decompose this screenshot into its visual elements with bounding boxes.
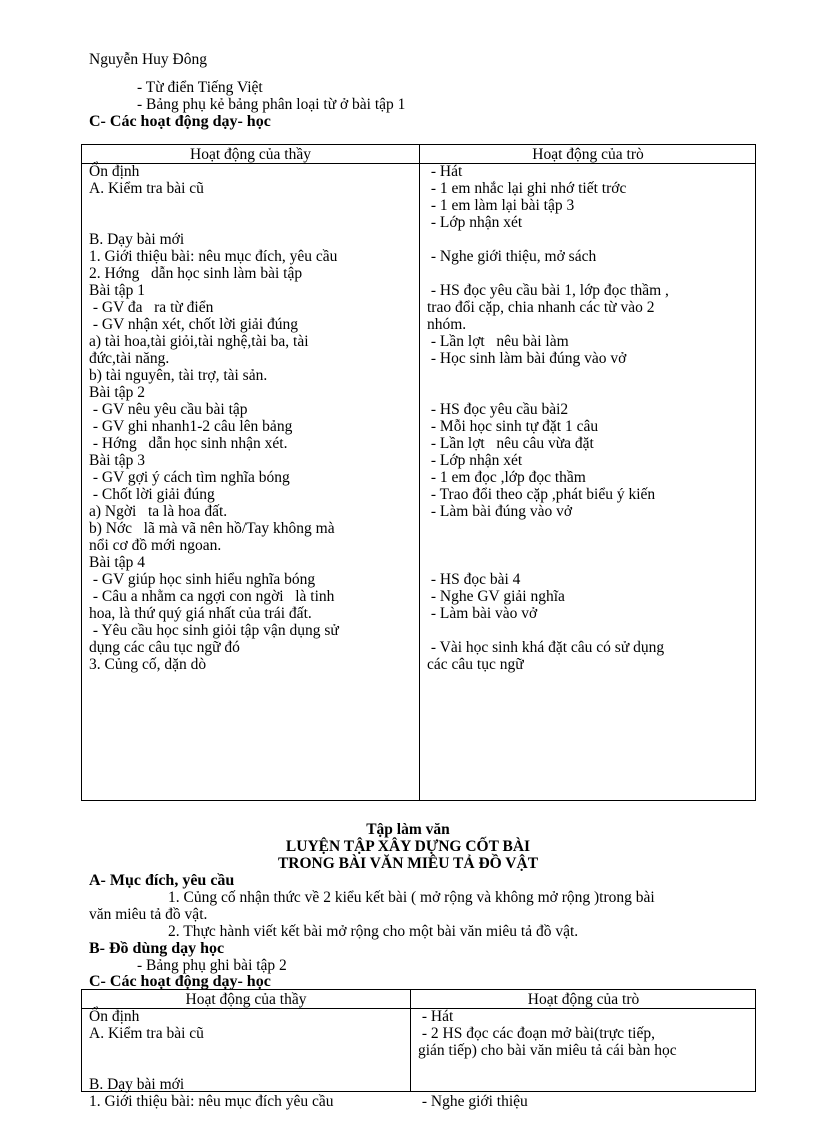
author-name: Nguyễn Huy Đông bbox=[89, 51, 207, 68]
teacher-activity-line bbox=[89, 197, 415, 214]
lesson-title-line2: TRONG BÀI VĂN MIÊU TẢ ĐỒ VẬT bbox=[277, 855, 539, 872]
teacher-activity-line: 1. Giới thiệu bài: nêu mục đích, yêu cầu bbox=[89, 248, 338, 265]
student-activity-line bbox=[427, 265, 753, 282]
teacher-activity-line: dụng các câu tục ngữ đó bbox=[89, 639, 240, 656]
student-activity-line: - 1 em đọc ,lớp đọc thầm bbox=[427, 469, 586, 486]
lesson-subject: Tập làm văn bbox=[366, 821, 450, 838]
teacher-activity-line: - GV nêu yêu cầu bài tập bbox=[89, 401, 248, 418]
teacher-activity-line: 1. Giới thiệu bài: nêu mục đích yêu cầu bbox=[89, 1093, 334, 1110]
student-activity-line bbox=[427, 622, 753, 639]
student-activity-line: - Nghe giới thiệu bbox=[418, 1093, 528, 1110]
student-activity-line: - 1 em làm lại bài tập 3 bbox=[427, 197, 575, 214]
student-activity-line: các câu tục ngữ bbox=[427, 656, 524, 673]
teacher-activity-line: Bài tập 3 bbox=[89, 452, 145, 469]
student-activity-line bbox=[427, 520, 753, 537]
material-item: - Bảng phụ ghi bài tập 2 bbox=[137, 957, 287, 974]
teacher-activity-line: - GV giúp học sinh hiểu nghĩa bóng bbox=[89, 571, 316, 588]
teacher-activity-line: - GV gợi ý cách tìm nghĩa bóng bbox=[89, 469, 290, 486]
teacher-activity-line: Bài tập 2 bbox=[89, 384, 145, 401]
teacher-activity-line: Ổn định bbox=[89, 163, 140, 180]
student-activity-line: - 1 em nhắc lại ghi nhớ tiết trớc bbox=[427, 180, 627, 197]
student-activity-line: - Nghe GV giải nghĩa bbox=[427, 588, 565, 605]
teacher-activity-line: Ổn định bbox=[89, 1008, 140, 1025]
student-activity-line bbox=[418, 1076, 754, 1093]
student-activity-line: - Trao đổi theo cặp ,phát biểu ý kiến bbox=[427, 486, 656, 503]
activities-table-2 bbox=[81, 989, 756, 1110]
student-activities bbox=[427, 163, 753, 673]
teacher-activity-line: a) Ngời ta là hoa đất. bbox=[89, 503, 228, 520]
student-activity-line: - Hát bbox=[418, 1008, 454, 1025]
student-activity-line: - Lớp nhận xét bbox=[427, 452, 523, 469]
student-activity-line: nhóm. bbox=[427, 316, 467, 333]
student-activity-line: - HS đọc yêu cầu bài2 bbox=[427, 401, 569, 418]
student-activity-line: - Mỗi học sinh tự đặt 1 câu bbox=[427, 418, 599, 435]
section-c-title: C- Các hoạt động dạy- học bbox=[89, 113, 271, 130]
student-activity-line bbox=[427, 367, 753, 384]
student-activity-line bbox=[418, 1059, 754, 1076]
student-activity-line: trao đổi cặp, chia nhanh các từ vào 2 bbox=[427, 299, 655, 316]
teacher-activity-line: - Chốt lời giải đúng bbox=[89, 486, 215, 503]
teacher-activity-line bbox=[89, 1059, 407, 1076]
student-activity-line: - Lần lợt nêu câu vừa đặt bbox=[427, 435, 594, 452]
student-column-header: Hoạt động của trò bbox=[532, 146, 644, 163]
student-column-header: Hoạt động của trò bbox=[527, 991, 640, 1008]
student-activity-line: - 2 HS đọc các đoạn mở bài(trực tiếp, bbox=[418, 1025, 655, 1042]
teacher-activity-line: - Yêu cầu học sinh giỏi tập vận dụng sử bbox=[89, 622, 339, 639]
student-activities bbox=[418, 1008, 754, 1110]
teacher-activity-line: A. Kiểm tra bài cũ bbox=[89, 180, 204, 197]
section-c-title-2: C- Các hoạt động dạy- học bbox=[89, 973, 271, 990]
goal-1-line2: văn miêu tả đồ vật. bbox=[89, 906, 208, 923]
student-activity-line: - Làm bài vào vở bbox=[427, 605, 538, 622]
teacher-activity-line: b) Nớc lã mà vã nên hồ/Tay không mà bbox=[89, 520, 335, 537]
student-activity-line bbox=[427, 554, 753, 571]
teacher-activity-line: 2. Hớng dẫn học sinh làm bài tập bbox=[89, 265, 303, 282]
goal-2: 2. Thực hành viết kết bài mở rộng cho một bài văn miêu tả đồ vật. bbox=[168, 923, 579, 940]
teacher-column-header: Hoạt động của thầy bbox=[185, 991, 307, 1008]
student-activity-line: - Hát bbox=[427, 163, 463, 180]
lesson-title-line1: LUYỆN TẬP XÂY DỰNG CỐT BÀI bbox=[285, 838, 531, 855]
student-activity-line: - HS đọc yêu cầu bài 1, lớp đọc thầm , bbox=[427, 282, 669, 299]
teacher-activity-line: Bài tập 1 bbox=[89, 282, 145, 299]
teacher-activities bbox=[89, 1008, 407, 1110]
teacher-activity-line: - Câu a nhằm ca ngợi con ngời là tinh bbox=[89, 588, 335, 605]
teacher-activity-line: b) tài nguyên, tài trợ, tài sản. bbox=[89, 367, 268, 384]
teacher-column-header: Hoạt động của thầy bbox=[190, 146, 311, 163]
teacher-activities bbox=[89, 163, 415, 673]
teacher-activity-line: - GV nhận xét, chốt lời giải đúng bbox=[89, 316, 298, 333]
teacher-activity-line: Bài tập 4 bbox=[89, 554, 145, 571]
student-activity-line: - Lần lợt nêu bài làm bbox=[427, 333, 569, 350]
student-activity-line: - Làm bài đúng vào vở bbox=[427, 503, 573, 520]
teacher-activity-line: hoa, là thứ quý giá nhất của trái đất. bbox=[89, 605, 312, 622]
teacher-activity-line: nổi cơ đồ mới ngoan. bbox=[89, 537, 222, 554]
student-activity-line: - Học sinh làm bài đúng vào vở bbox=[427, 350, 627, 367]
teacher-activity-line: B. Dạy bài mới bbox=[89, 1076, 185, 1093]
student-activity-line bbox=[427, 384, 753, 401]
teacher-activity-line: a) tài hoa,tài giỏi,tài nghệ,tài ba, tài bbox=[89, 333, 309, 350]
teacher-activity-line: 3. Củng cố, dặn dò bbox=[89, 656, 207, 673]
student-activity-line: - Lớp nhận xét bbox=[427, 214, 523, 231]
goal-1-line1: 1. Củng cố nhận thức về 2 kiểu kết bài ( mở rộng và không mở rộng )trong bài bbox=[168, 889, 655, 906]
student-activity-line: gián tiếp) cho bài văn miêu tả cái bàn học bbox=[418, 1042, 677, 1059]
student-activity-line: - Vài học sinh khá đặt câu có sử dụng bbox=[427, 639, 665, 656]
material-item: - Bảng phụ kẻ bảng phân loại từ ở bài tập 1 bbox=[137, 96, 406, 113]
teacher-activity-line: - GV ghi nhanh1-2 câu lên bảng bbox=[89, 418, 293, 435]
teacher-activity-line: - Hớng dẫn học sinh nhận xét. bbox=[89, 435, 288, 452]
material-item: - Từ điển Tiếng Việt bbox=[137, 79, 263, 96]
teacher-activity-line: A. Kiểm tra bài cũ bbox=[89, 1025, 204, 1042]
activities-table-1 bbox=[81, 144, 756, 801]
student-activity-line bbox=[427, 537, 753, 554]
student-activity-line bbox=[427, 231, 753, 248]
student-activity-line: - Nghe giới thiệu, mở sách bbox=[427, 248, 597, 265]
teacher-activity-line: đức,tài năng. bbox=[89, 350, 170, 367]
section-b-title: B- Đồ dùng dạy học bbox=[89, 940, 225, 957]
teacher-activity-line bbox=[89, 1042, 407, 1059]
teacher-activity-line: B. Dạy bài mới bbox=[89, 231, 185, 248]
section-a-title: A- Mục đích, yêu cầu bbox=[89, 872, 235, 889]
teacher-activity-line: - GV đa ra từ điển bbox=[89, 299, 214, 316]
teacher-activity-line bbox=[89, 214, 415, 231]
student-activity-line: - HS đọc bài 4 bbox=[427, 571, 521, 588]
